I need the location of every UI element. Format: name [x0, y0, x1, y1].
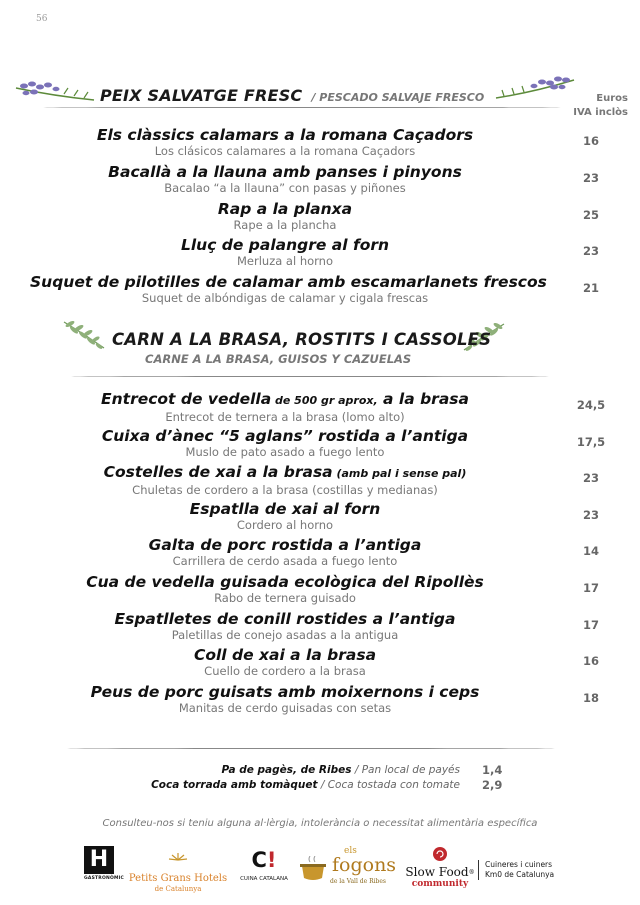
dish-translation: Rabo de ternera guisado	[214, 591, 356, 605]
dish-price: 17	[582, 618, 599, 632]
dish-price: 21	[582, 281, 599, 295]
divider	[42, 107, 562, 108]
fish-title-ca: PEIX SALVATGE FRESC	[100, 86, 303, 105]
dish-translation: Los clásicos calamares a la romana Caçadors	[154, 144, 416, 158]
cc-mark: C!	[251, 848, 277, 872]
dish-translation: Rape a la plancha	[233, 218, 337, 232]
bread-name: Coca torrada amb tomàquet	[151, 779, 318, 791]
km0-logo	[478, 860, 571, 880]
dish-name: Lluç de palangre al forn	[180, 236, 390, 254]
fogons-els: els	[344, 846, 357, 856]
dish-translation: Chuletas de cordero a la brasa (costillas y medianas)	[132, 483, 438, 497]
dish-name: Espatlla de xai al forn	[189, 500, 381, 518]
snail-icon	[430, 846, 450, 862]
menu-item	[40, 163, 530, 196]
cc-name: CUINA CATALANA	[240, 876, 288, 882]
fern-left-icon	[60, 318, 108, 352]
dish-name: Suquet de pilotilles de calamar amb escamarlanets frescos	[30, 273, 547, 291]
dish-translation: Paletillas de conejo asadas a la antigua	[171, 628, 399, 642]
sun-icon	[168, 851, 188, 861]
dish-name: Els clàssics calamars a la romana Caçadors	[96, 126, 474, 144]
dish-translation: Entrecot de ternera a la brasa (lomo alto)	[165, 410, 405, 424]
dish-name: Cua de vedella guisada ecològica del Ripollès	[86, 573, 484, 591]
dish-name: Espatlletes de conill rostides a l’antiga	[114, 610, 456, 628]
dish-translation: Suquet de albóndigas de calamar y cigala frescas	[141, 291, 429, 305]
bread-name: Pa de pagès, de Ribes	[221, 764, 352, 776]
lavender-left-icon	[14, 78, 96, 104]
dish-price: 16	[582, 134, 599, 148]
pot-icon	[298, 856, 328, 882]
menu-item	[40, 463, 530, 498]
meat-title-text: CARN A LA BRASA, ROSTITS I CASSOLES	[112, 330, 492, 349]
dish-translation: Muslo de pato asado a fuego lento	[185, 445, 385, 459]
dish-price: 23	[582, 508, 599, 522]
dish-name: Peus de porc guisats amb moixernons i ceps	[90, 683, 480, 701]
h-caption: GASTRONÒMIC	[84, 876, 125, 881]
dish-name: Cuixa d’ànec “5 aglans” rostida a l’antiga	[101, 427, 469, 445]
dish-translation: Cordero al horno	[236, 518, 334, 532]
divider	[66, 748, 556, 749]
h-gastronomic-logo	[84, 846, 125, 881]
pgh-name: Petits Grans Hotels	[128, 873, 228, 884]
dish-price: 17	[582, 581, 599, 595]
pgh-sub: de Catalunya	[154, 885, 202, 893]
slow-sub: community	[411, 879, 469, 889]
dish-name: Costelles de xai a la brasa (amb pal i sense pal)	[103, 463, 467, 481]
bread-price: 1,4	[482, 763, 503, 777]
dish-name: Entrecot de vedella de 500 gr aprox, a la brasa	[101, 390, 469, 408]
divider	[70, 376, 550, 377]
dish-price: 14	[582, 544, 599, 558]
dish-price: 23	[582, 171, 599, 185]
page-number: 56	[36, 14, 48, 24]
dish-translation: Manitas de cerdo guisadas con setas	[178, 701, 392, 715]
fish-title-es: / PESCADO SALVAJE FRESCO	[311, 91, 485, 104]
menu-item	[40, 126, 530, 159]
fish-section-header	[100, 86, 484, 105]
menu-item	[40, 536, 530, 569]
currency-label: Euros	[596, 93, 628, 104]
dish-translation: Bacalao “a la llauna” con pasas y piñones	[164, 181, 406, 195]
bread-translation: / Coca tostada con tomate	[320, 779, 460, 791]
menu-item	[30, 273, 547, 306]
dish-name: Coll de xai a la brasa	[193, 646, 377, 664]
menu-item	[40, 500, 530, 533]
allergy-note: Consulteu-nos si teniu alguna al·lèrgia, intolerància o necessitat alimentària específica	[102, 818, 538, 829]
km0-line2: Km0 de Catalunya	[485, 870, 555, 879]
dish-price: 17,5	[576, 435, 606, 449]
fogons-sub: de la Vall de Ribes	[330, 878, 387, 885]
slow-name: Slow Food®	[405, 865, 475, 879]
fogons-name: fogons	[332, 854, 397, 876]
h-letter: H	[84, 846, 114, 874]
dish-name: Galta de porc rostida a l’antiga	[148, 536, 422, 554]
bread-row	[120, 764, 460, 776]
dish-name: Bacallà a la llauna amb panses i pinyons	[108, 163, 462, 181]
km0-line1: Cuineres i cuiners	[485, 860, 553, 869]
menu-item	[40, 610, 530, 643]
dish-price: 24,5	[576, 398, 606, 412]
dish-translation: Carrillera de cerdo asada a fuego lento	[172, 554, 398, 568]
menu-item	[40, 646, 530, 679]
menu-item	[40, 427, 530, 460]
dish-price: 18	[582, 691, 599, 705]
bread-row	[120, 779, 460, 791]
menu-item	[40, 683, 530, 716]
meat-title-es: CARNE A LA BRASA, GUISOS Y CAZUELAS	[145, 352, 412, 366]
vat-label: IVA inclòs	[573, 107, 628, 118]
dish-translation: Cuello de cordero a la brasa	[204, 664, 366, 678]
els-fogons-logo	[298, 846, 398, 890]
menu-item	[40, 236, 530, 269]
dish-price: 25	[582, 208, 599, 222]
dish-price: 23	[582, 471, 599, 485]
bread-price: 2,9	[482, 778, 503, 792]
menu-item	[40, 200, 530, 233]
slow-food-logo	[404, 846, 476, 889]
petits-grans-hotels-logo	[126, 846, 230, 893]
dish-name: Rap a la planxa	[217, 200, 353, 218]
currency-note	[558, 92, 628, 120]
meat-title-ca	[112, 330, 491, 349]
menu-item	[40, 390, 530, 425]
cuina-catalana-logo	[238, 846, 290, 882]
dish-translation: Merluza al horno	[236, 254, 334, 268]
dish-price: 16	[582, 654, 599, 668]
menu-item	[40, 573, 530, 606]
dish-price: 23	[582, 244, 599, 258]
bread-translation: / Pan local de payés	[354, 764, 460, 776]
